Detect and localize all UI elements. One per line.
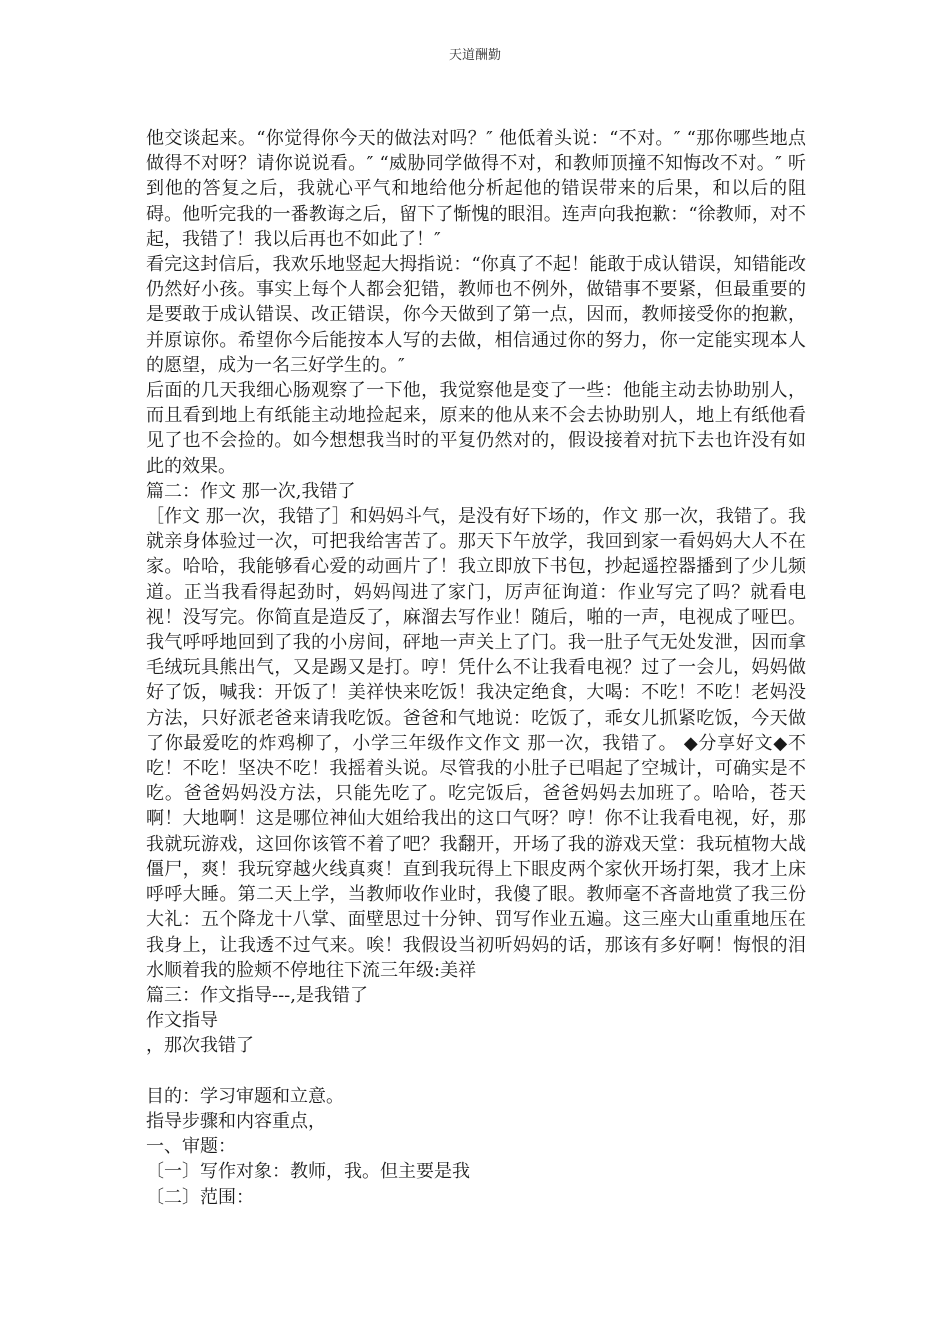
- paragraph-conversation: 他交谈起来。“你觉得你今天的做法对吗？″ 他低着头说：“不对。″ “那你哪些地点做得不对呀？请你说说看。″ “威胁同学做得不对，和教师顶撞不知悔改不对。″ 听到他的答复之后，我就心平气和地给他分析起他的错误带来的后果，和以后的阻碍。他听完我的一番教诲之后，留下了惭愧的眼泪。连声向我抱歉：“徐教师，对不起，我错了！我以后再也不如此了！″: [146, 128, 806, 250]
- paragraph-essay-2: ［作文 那一次，我错了］和妈妈斗气，是没有好下场的，作文 那一次，我错了。我就亲身体验过一次，可把我给害苦了。那天下午放学，我回到家一看妈妈大人不在家。哈哈，我能够看心爱的动画片了！我立即放下书包，抄起遥控器播到了少儿频道。正当我看得起劲时，妈妈闯进了家门，厉声征询道：作业写完了吗？就看电视！没写完。你简直是造反了，麻溜去写作业！随后，啪的一声，电视成了哑巴。我气呼呼地回到了我的小房间，砰地一声关上了门。我一肚子气无处发泄，因而拿毛绒玩具熊出气，又是踢又是打。哼！凭什么不让我看电视？过了一会儿，妈妈做好了饭，喊我：开饭了！美祥快来吃饭！我决定绝食，大喝：不吃！不吃！老妈没方法，只好派老爸来请我吃饭。爸爸和气地说：吃饭了，乖女儿抓紧吃饭，今天做了你最爱吃的炸鸡柳了，小学三年级作文作文 那一次，我错了。 ◆分享好文◆不吃！不吃！坚决不吃！我摇着头说。尽管我的小肚子已唱起了空城计，可确实是不吃。爸爸妈妈没方法，只能先吃了。吃完饭后，爸爸妈妈去加班了。哈哈，苍天啊！大地啊！这是哪位神仙大姐给我出的这口气呀？哼！你不让我看电视，好，那我就玩游戏，这回你该管不着了吧？我翻开，开场了我的游戏天堂：我玩植物大战僵尸，爽！我玩穿越火线真爽！直到我玩得上下眼皮两个家伙开场打架，我才上床呼呼大睡。第二天上学，当教师收作业时，我傻了眼。教师毫不吝啬地赏了我三份大礼：五个降龙十八掌、面壁思过十分钟、罚写作业五遍。这三座大山重重地压在我身上，让我透不过气来。唉！我假设当初听妈妈的话，那该有多好啊！悔恨的泪水顺着我的脸颊不停地往下流三年级:美祥: [146, 506, 806, 981]
- section-heading-3: 篇三：作文指导---,是我错了: [146, 984, 368, 1006]
- guidance-subtitle: ，那次我错了: [146, 1035, 254, 1057]
- blank-line: [146, 1059, 806, 1084]
- guidance-title: 作文指导: [146, 1010, 218, 1032]
- guidance-purpose: 目的：学习审题和立意。: [146, 1085, 344, 1107]
- section-heading-2: 篇二：作文 那一次,我错了: [146, 480, 356, 502]
- document-body: [146, 126, 806, 1210]
- guidance-section-1: 一、审题：: [146, 1136, 236, 1158]
- paragraph-letter-response: 看完这封信后，我欢乐地竖起大拇指说：“你真了不起！能敢于成认错误，知错能改仍然好小孩。事实上每个人都会犯错，教师也不例外，做错事不要紧，但最重要的是要敢于成认错误、改正错误，你今天做到了第一点，因而，教师接受你的抱歉，并原谅你。希望你今后能按本人写的去做，相信通过你的努力，你一定能实现本人的愿望，成为一名三好学生的。″: [146, 254, 806, 376]
- page-header: 天道酬勤: [448, 48, 501, 63]
- paragraph-observation: 后面的几天我细心肠观察了一下他，我觉察他是变了一些：他能主动去协助别人，而且看到地上有纸能主动地捡起来，原来的他从来不会去协助别人，地上有纸他看见了也不会捡的。如今想想我当时的平复仍然对的，假设接着对抗下去也许没有如此的效果。: [146, 380, 806, 477]
- guidance-item-2: 〔二〕范围：: [146, 1186, 254, 1208]
- guidance-item-1: 〔一〕写作对象：教师，我。但主要是我: [146, 1161, 470, 1183]
- guidance-steps: 指导步骤和内容重点，: [146, 1110, 326, 1132]
